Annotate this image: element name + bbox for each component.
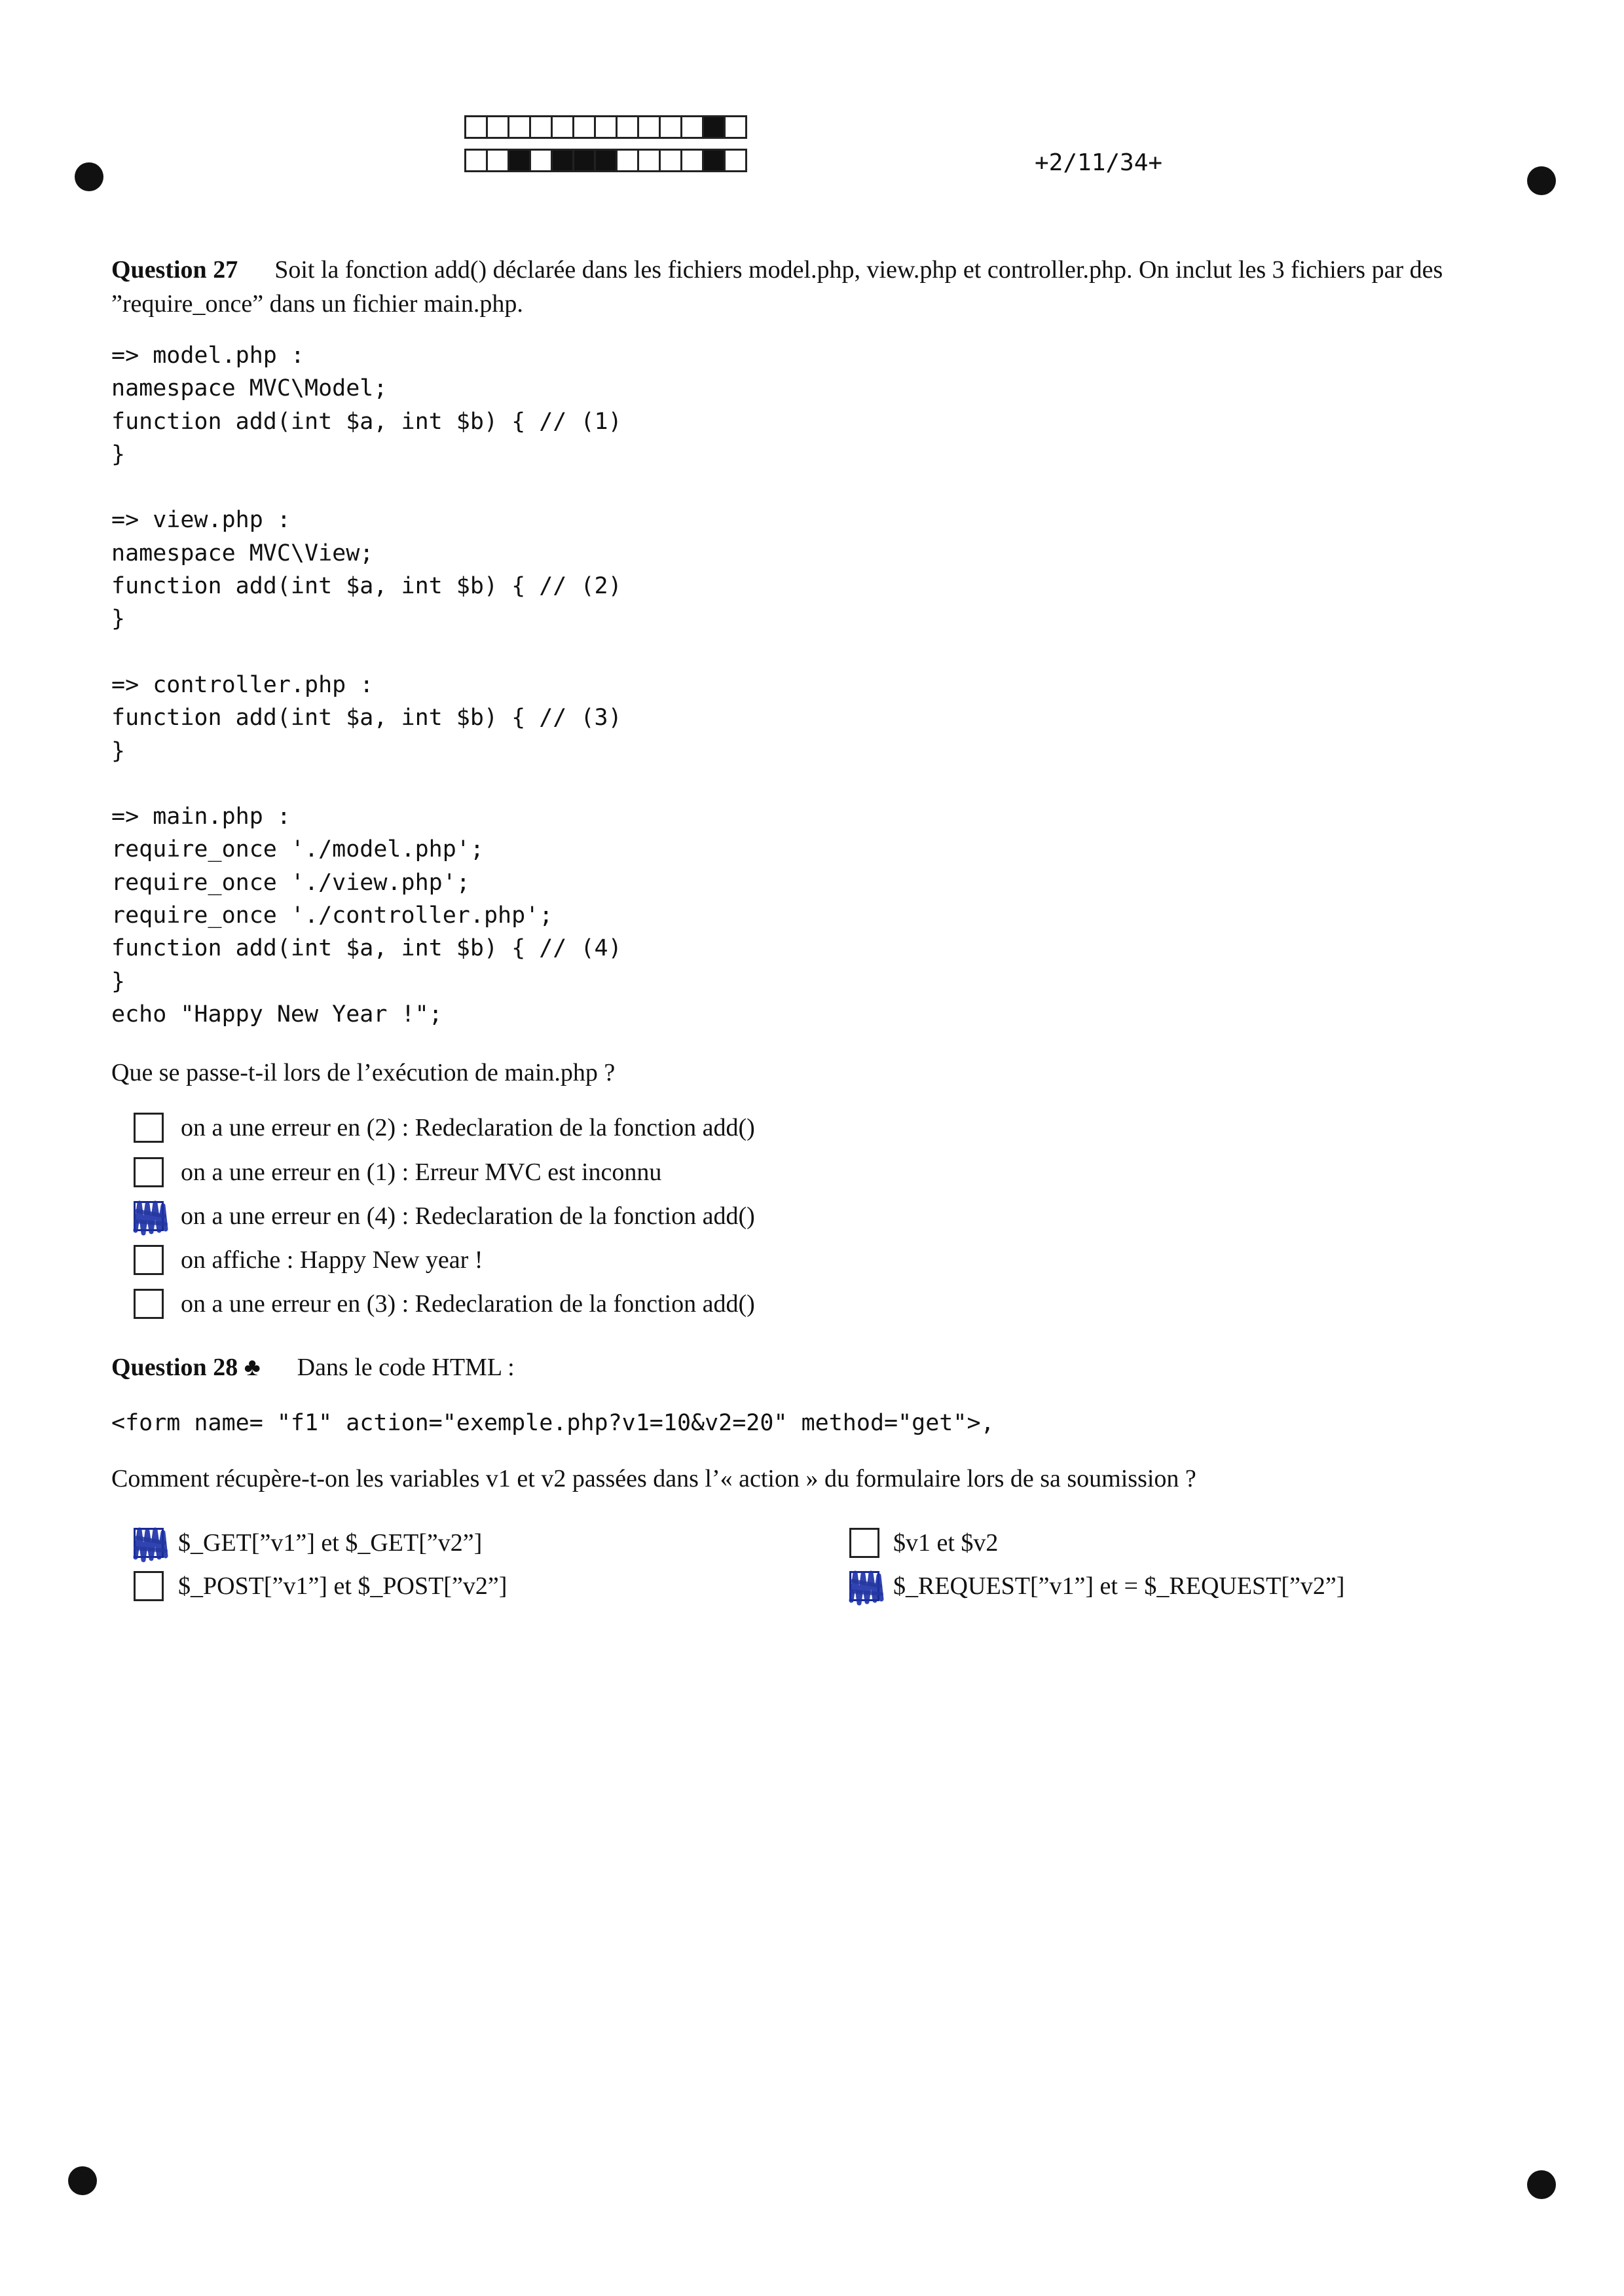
q28-answer-1-label: $_GET[”v1”] et $_GET[”v2”] [178,1529,483,1557]
question-27-text: Soit la fonction add() déclarée dans les fichiers model.php, view.php et controller.php. On inclut les 3 fichiers par des ”require_once” dans un fichier main.php. [111,256,1443,318]
scan-code-cell [529,115,553,139]
question-27-prompt: Que se passe-t-il lors de l’exécution de main.php ? [111,1059,616,1086]
q28-answer-3-checkbox[interactable] [849,1528,879,1558]
scan-code-cell [702,149,726,172]
scan-code-cell [724,149,747,172]
registration-mark-top-left [75,162,103,191]
question-27-number: Question 27 [111,256,238,284]
scan-code-cell [659,149,682,172]
registration-mark-top-right [1527,166,1556,195]
q27-answer-4-checkbox[interactable] [134,1245,164,1275]
q28-answer-4-checkbox[interactable] [849,1571,879,1601]
q27-answer-5-checkbox[interactable] [134,1289,164,1319]
q27-answer-1-label: on a une erreur en (2) : Redeclaration de la fonction add() [181,1114,755,1141]
scan-code-cell [551,115,574,139]
q27-answer-4-label: on affiche : Happy New year ! [181,1246,483,1274]
q28-answer-3-label: $v1 et $v2 [893,1529,999,1557]
pen-scribble-icon [846,1568,887,1608]
q27-answer-3-label: on a une erreur en (4) : Redeclaration de la fonction add() [181,1202,755,1230]
registration-mark-bottom-left [68,2166,97,2195]
scan-code-cell [637,115,661,139]
scan-code-cell [486,115,509,139]
scan-code-cell [507,149,531,172]
scan-code-cell [464,149,488,172]
scan-code-cell [724,115,747,139]
scan-code-cell [507,115,531,139]
scan-code-cell [616,149,639,172]
question-28-text: Dans le code HTML : [297,1354,515,1381]
q27-answer-2-label: on a une erreur en (1) : Erreur MVC est inconnu [181,1158,662,1186]
registration-mark-bottom-right [1527,2170,1556,2199]
scan-code-row-2 [464,149,745,172]
q28-answer-2-checkbox[interactable] [134,1571,164,1601]
question-28 [111,1350,1532,1384]
pen-scribble-icon [130,1525,171,1565]
q28-answer-2-label: $_POST[”v1”] et $_POST[”v2”] [178,1572,507,1600]
page-identifier: +2/11/34+ [1035,149,1163,176]
scan-code-cell [616,115,639,139]
scan-code-cell [529,149,553,172]
q27-answer-3-checkbox[interactable] [134,1201,164,1231]
scan-code-cell [594,149,618,172]
scan-code-row-1 [464,115,745,139]
question-28-number: Question 28 ♣ [111,1354,261,1381]
q27-answer-5-label: on a une erreur en (3) : Redeclaration de la fonction add() [181,1290,755,1318]
q28-answer-1-checkbox[interactable] [134,1528,164,1558]
scan-code-cell [702,115,726,139]
question-28-code: <form name= "f1" action="exemple.php?v1=10&v2=20" method="get">, [111,1410,995,1436]
scan-code-cell [464,115,488,139]
scan-code-cell [637,149,661,172]
scan-code-cell [680,115,704,139]
pen-scribble-icon [130,1198,171,1238]
scan-code-cell [594,115,618,139]
q27-answer-1-checkbox[interactable] [134,1113,164,1143]
question-27-code: => model.php : namespace MVC\Model; function add(int $a, int $b) { // (1) } => view.php : namespace MVC\View; function add(int $a, int $b) { // (2) } => controller.php : function add(int $a, int $b) { // (3) } => main.php : require_once './model.php'; require_once './view.php'; require_once './controller.php'; function add(int $a, int $b) { // (4) } echo "Happy New Year !"; [111,343,622,1028]
q28-answer-4-label: $_REQUEST[”v1”] et = $_REQUEST[”v2”] [893,1572,1345,1600]
scan-code-cell [572,115,596,139]
question-28-prompt: Comment récupère-t-on les variables v1 et v2 passées dans l’« action » du formulaire lors de sa soumission ? [111,1465,1196,1492]
q27-answer-2-checkbox[interactable] [134,1157,164,1187]
scan-code-cell [680,149,704,172]
scan-code-cell [551,149,574,172]
scan-code-cell [659,115,682,139]
scan-code-cell [572,149,596,172]
question-27 [111,253,1532,321]
scan-code-cell [486,149,509,172]
